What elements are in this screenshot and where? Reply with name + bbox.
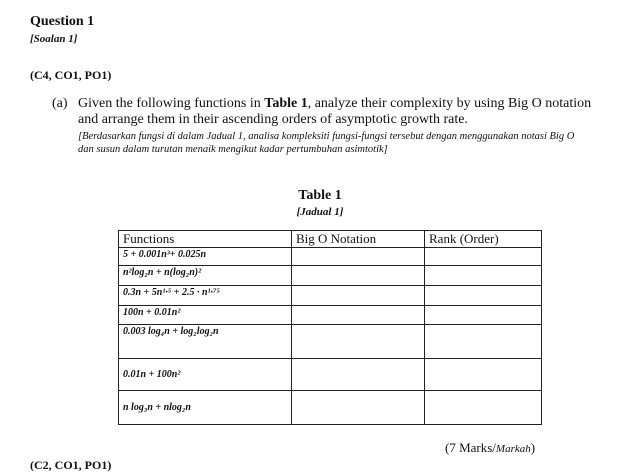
table-row <box>119 266 542 286</box>
big-o-cell[interactable] <box>292 248 425 266</box>
rank-cell[interactable] <box>425 325 542 359</box>
big-o-cell[interactable] <box>292 306 425 325</box>
functions-table <box>118 230 542 425</box>
big-o-cell[interactable] <box>292 266 425 286</box>
instruction-text-start: Given the following functions in <box>78 96 265 111</box>
big-o-cell[interactable] <box>292 325 425 359</box>
rank-cell[interactable] <box>425 286 542 306</box>
table-title: Table 1 <box>298 188 342 203</box>
table-row <box>119 286 542 306</box>
function-cell: 0.3n + 5n¹·⁵ + 2.5 · n¹·⁷⁵ <box>119 286 292 306</box>
question-code: (C4, CO1, PO1) <box>30 68 112 82</box>
rank-cell[interactable] <box>425 391 542 425</box>
rank-cell[interactable] <box>425 359 542 391</box>
rank-cell[interactable] <box>425 266 542 286</box>
table-row <box>119 306 542 325</box>
table-subtitle: [Jadual 1] <box>296 206 344 218</box>
part-instruction-malay: [Berdasarkan fungsi di dalam Jadual 1, analisa kompleksiti fungsi-fungsi tersebut dengan menggunakan notasi Big O dan susun dalam turutan menaik mengikut kadar pertumbuhan asimtotik] <box>78 131 575 155</box>
marks-malay: Markah <box>495 443 531 455</box>
header-functions: Functions <box>119 231 292 248</box>
function-cell: 0.003 log₄n + log₂log₂n <box>119 325 292 359</box>
instruction-table-ref: Table 1 <box>264 96 308 111</box>
question-subtitle: [Soalan 1] <box>30 33 78 45</box>
table-row <box>119 359 542 391</box>
question-title: Question 1 <box>30 14 95 29</box>
part-label: (a) <box>52 96 68 111</box>
function-cell: n²log₂n + n(log₂n)² <box>119 266 292 286</box>
table-header-row <box>119 231 542 248</box>
table-row <box>119 391 542 425</box>
table-row <box>119 248 542 266</box>
function-cell: 100n + 0.01n² <box>119 306 292 325</box>
function-cell: n log₃n + nlog₂n <box>119 391 292 425</box>
instruction-text-end: , analyze their complexity by using Big O notation and arrange them in their ascending orders of asymptotic growth rate. <box>78 96 592 127</box>
table-row <box>119 325 542 359</box>
marks-label <box>445 440 535 456</box>
rank-cell[interactable] <box>425 306 542 325</box>
rank-cell[interactable] <box>425 248 542 266</box>
function-cell: 0.01n + 100n² <box>119 359 292 391</box>
big-o-cell[interactable] <box>292 286 425 306</box>
function-cell: 5 + 0.001n³+ 0.025n <box>119 248 292 266</box>
marks-close: ) <box>530 440 536 455</box>
next-question-code: (C2, CO1, PO1) <box>30 458 112 472</box>
header-big-o: Big O Notation <box>292 231 425 248</box>
big-o-cell[interactable] <box>292 391 425 425</box>
header-rank: Rank (Order) <box>425 231 542 248</box>
marks-value: (7 Marks/ <box>445 440 496 455</box>
part-instruction <box>78 96 598 128</box>
big-o-cell[interactable] <box>292 359 425 391</box>
